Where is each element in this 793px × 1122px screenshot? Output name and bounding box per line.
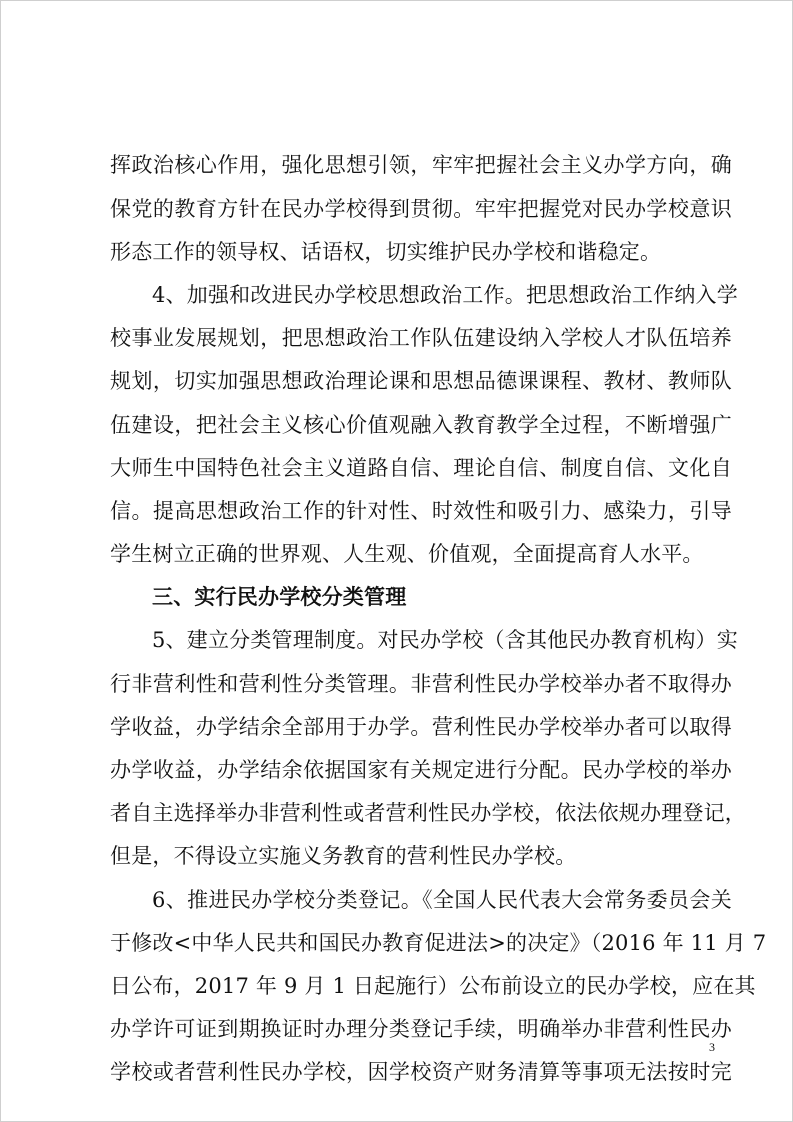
paragraph-line: 4、加强和改进民办学校思想政治工作。把思想政治工作纳入学 (152, 283, 738, 307)
paragraph-line: 办学收益，办学结余依据国家有关规定进行分配。民办学校的举办 (110, 758, 732, 782)
paragraph-line: 学生树立正确的世界观、人生观、价值观，全面提高育人水平。 (110, 542, 704, 566)
paragraph-line: 行非营利性和营利性分类管理。非营利性民办学校举办者不取得办 (110, 672, 732, 696)
paragraph-line: 信。提高思想政治工作的针对性、时效性和吸引力、感染力，引导 (110, 499, 732, 523)
paragraph-line: 挥政治核心作用，强化思想引领，牢牢把握社会主义办学方向，确 (110, 153, 732, 177)
paragraph-line: 校事业发展规划，把思想政治工作队伍建设纳入学校人才队伍培养 (110, 326, 732, 350)
section-heading: 三、实行民办学校分类管理 (152, 585, 407, 609)
paragraph-line: 保党的教育方针在民办学校得到贯彻。牢牢把握党对民办学校意识 (110, 197, 732, 221)
paragraph-line: 形态工作的领导权、话语权，切实维护民办学校和谐稳定。 (110, 240, 662, 264)
paragraph-line: 者自主选择举办非营利性或者营利性民办学校，依法依规办理登记， (110, 801, 746, 825)
paragraph-line: 但是，不得设立实施义务教育的营利性民办学校。 (110, 844, 577, 868)
paragraph-line: 5、建立分类管理制度。对民办学校（含其他民办教育机构）实 (152, 628, 738, 652)
paragraph-line: 学收益，办学结余全部用于办学。营利性民办学校举办者可以取得 (110, 715, 732, 739)
page-number: 3 (709, 1040, 715, 1054)
paragraph-line: 6、推进民办学校分类登记。《全国人民代表大会常务委员会关 (152, 888, 732, 912)
paragraph-line: 大师生中国特色社会主义道路自信、理论自信、制度自信、文化自 (110, 456, 732, 480)
paragraph-line: 学校或者营利性民办学校，因学校资产财务清算等事项无法按时完 (110, 1060, 732, 1084)
paragraph-line: 伍建设，把社会主义核心价值观融入教育教学全过程，不断增强广 (110, 413, 732, 437)
paragraph-line: 日公布，2017 年 9 月 1 日起施行）公布前设立的民办学校，应在其 (110, 974, 756, 998)
paragraph-line: 规划，切实加强思想政治理论课和思想品德课课程、教材、教师队 (110, 369, 732, 393)
paragraph-line: 于修改<中华人民共和国民办教育促进法>的决定》（2016 年 11 月 7 (110, 931, 767, 955)
paragraph-line: 办学许可证到期换证时办理分类登记手续，明确举办非营利性民办 (110, 1017, 732, 1041)
